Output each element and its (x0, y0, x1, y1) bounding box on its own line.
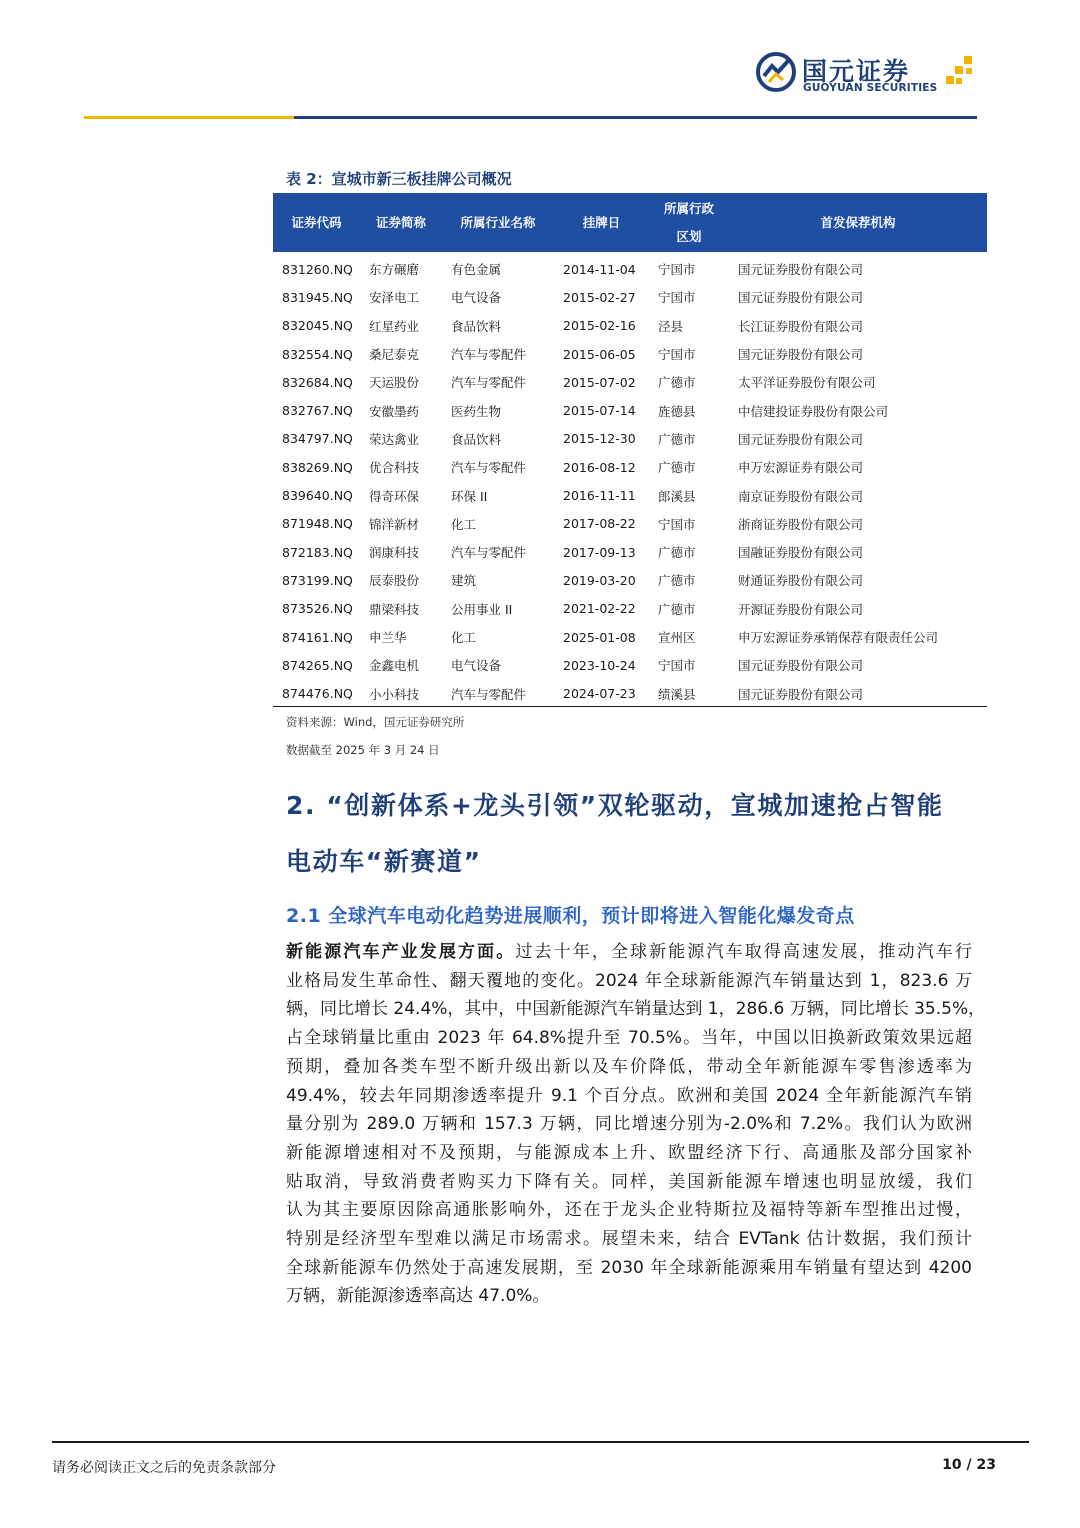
cell-code: 874161.NQ (282, 629, 353, 645)
gold-squares-icon (944, 54, 978, 88)
table-header-row (273, 193, 987, 252)
paragraph-text: 量分别为 289.0 万辆和 157.3 万辆，同比增速分别为-2.0%和 7.2%。我们认为欧洲 (286, 1114, 972, 1135)
table-row (273, 252, 987, 283)
cell-admin: 宣州区 (658, 630, 696, 645)
cell-date: 2017-08-22 (563, 516, 636, 532)
cell-name: 优合科技 (369, 460, 420, 476)
paragraph-text: 辆，同比增长 24.4%，其中，中国新能源汽车销量达到 1，286.6 万辆，同比增长 35.5%， (286, 999, 986, 1020)
paragraph-line (286, 1053, 972, 1082)
guoyuan-logo (756, 48, 981, 98)
cell-industry: 食品饮料 (451, 318, 502, 334)
cell-industry: 医药生物 (451, 403, 502, 419)
cell-sponsor: 太平洋证券股份有限公司 (738, 375, 876, 391)
cell-name: 锦洋新材 (369, 516, 420, 532)
col-header-sponsor: 首发保荐机构 (729, 193, 987, 252)
cell-industry: 电气设备 (451, 290, 502, 306)
cell-admin: 泾县 (658, 318, 684, 334)
cell-date: 2023-10-24 (563, 657, 636, 673)
cell-admin: 广德市 (658, 431, 696, 447)
paragraph-line (286, 1168, 972, 1197)
listed-companies-table (273, 193, 987, 708)
cell-admin: 宁国市 (658, 290, 696, 306)
subsection-heading: 2.1 全球汽车电动化趋势进展顺利，预计即将进入智能化爆发奇点 (286, 905, 855, 927)
cell-code: 871948.NQ (282, 516, 353, 532)
cell-industry: 食品饮料 (451, 431, 502, 447)
paragraph-line (286, 995, 986, 1024)
cell-name: 润康科技 (369, 545, 420, 561)
cell-date: 2025-01-08 (563, 629, 636, 645)
cell-code: 839640.NQ (282, 488, 353, 504)
cell-code: 838269.NQ (282, 459, 353, 475)
col-header-admin (649, 193, 729, 252)
cell-date: 2016-08-12 (563, 459, 636, 475)
cell-admin: 广德市 (658, 460, 696, 476)
paragraph-line (286, 1196, 972, 1225)
cell-sponsor: 中信建投证券股份有限公司 (738, 403, 889, 419)
cell-code: 874476.NQ (282, 686, 353, 702)
table-row (273, 425, 987, 453)
col-header-admin-line2: 区划 (676, 228, 702, 244)
page-number: 10 / 23 (942, 1457, 996, 1473)
cell-code: 873199.NQ (282, 572, 353, 588)
paragraph-text: 万辆，新能源渗透率高达 47.0%。 (286, 1286, 550, 1307)
cell-sponsor: 国元证券股份有限公司 (738, 262, 864, 278)
cell-name: 荣达禽业 (369, 431, 420, 447)
table-row (273, 453, 987, 481)
cell-code: 832684.NQ (282, 374, 353, 390)
cell-date: 2015-07-02 (563, 374, 636, 390)
cell-name: 金鑫电机 (369, 658, 420, 674)
paragraph-line (286, 1082, 972, 1111)
paragraph-line (286, 1024, 972, 1053)
cell-code: 873526.NQ (282, 601, 353, 617)
paragraph-line (286, 1254, 972, 1283)
cell-admin: 广德市 (658, 375, 696, 391)
cell-admin: 广德市 (658, 601, 696, 617)
cell-sponsor: 国元证券股份有限公司 (738, 290, 864, 306)
logo-text-en: GUOYUAN SECURITIES (803, 82, 938, 94)
cell-sponsor: 开源证券股份有限公司 (738, 601, 864, 617)
cell-industry: 汽车与零配件 (451, 686, 527, 702)
paragraph-text: 特别是经济型车型难以满足市场需求。展望未来，结合 EVTank 估计数据，我们预计 (286, 1229, 972, 1250)
paragraph-line (286, 1282, 972, 1311)
col-header-date: 挂牌日 (554, 193, 649, 252)
cell-sponsor: 长江证券股份有限公司 (738, 318, 864, 334)
cell-industry: 电气设备 (451, 658, 502, 674)
cell-date: 2015-07-14 (563, 403, 636, 419)
cell-date: 2015-12-30 (563, 431, 636, 447)
cell-name: 东方碾磨 (369, 262, 420, 278)
cell-sponsor: 国元证券股份有限公司 (738, 431, 864, 447)
table-row (273, 368, 987, 396)
col-header-code: 证券代码 (273, 193, 360, 252)
cell-code: 832554.NQ (282, 346, 353, 362)
cell-name: 桑尼泰克 (369, 347, 420, 363)
paragraph-line (286, 938, 972, 967)
cell-name: 安徽墨药 (369, 403, 420, 419)
cell-code: 872183.NQ (282, 544, 353, 560)
table-row (273, 595, 987, 623)
cell-date: 2019-03-20 (563, 572, 636, 588)
cell-code: 831260.NQ (282, 261, 353, 277)
cell-name: 得奇环保 (369, 488, 420, 504)
paragraph-text: 新能源增速相对不及预期，与能源成本上升、欧盟经济下行、高通胀及部分国家补 (286, 1142, 972, 1163)
cell-industry: 化工 (451, 630, 477, 645)
paragraph-line (286, 967, 972, 996)
disclaimer-note: 请务必阅读正文之后的免责条款部分 (52, 1460, 276, 1476)
paragraph-text: 业格局发生革命性、翻天覆地的变化。2024 年全球新能源汽车销量达到 1，823.6 万 (286, 970, 972, 991)
paragraph-text: 占全球销量比重由 2023 年 64.8%提升至 70.5%。当年，中国以旧换新政策效果远超 (286, 1028, 972, 1049)
paragraph-text: 全球新能源车仍然处于高速发展期，至 2030 年全球新能源乘用车销量有望达到 4200 (286, 1257, 972, 1278)
col-header-admin-line1: 所属行政 (663, 200, 714, 216)
cell-code: 831945.NQ (282, 289, 353, 305)
cell-date: 2015-02-27 (563, 289, 636, 305)
paragraph-text: 49.4%，较去年同期渗透率提升 9.1 个百分点。欧洲和美国 2024 全年新能源汽车销 (286, 1085, 972, 1106)
cell-industry: 汽车与零配件 (451, 460, 527, 476)
table-row (273, 679, 987, 707)
table-row (273, 340, 987, 368)
table-as-of-date: 数据截至 2025 年 3 月 24 日 (286, 743, 440, 757)
cell-admin: 宁国市 (658, 347, 696, 363)
table-row (273, 566, 987, 594)
cell-name: 辰泰股份 (369, 573, 420, 589)
cell-code: 834797.NQ (282, 431, 353, 447)
body-paragraph (286, 938, 986, 1311)
cell-sponsor: 国元证券股份有限公司 (738, 658, 864, 674)
cell-sponsor: 财通证券股份有限公司 (738, 573, 864, 589)
cell-industry: 化工 (451, 516, 477, 532)
table-row (273, 312, 987, 340)
cell-industry: 有色金属 (451, 262, 502, 278)
header-divider (84, 116, 977, 119)
cell-date: 2014-11-04 (563, 261, 636, 277)
cell-code: 832767.NQ (282, 403, 353, 419)
cell-industry: 汽车与零配件 (451, 545, 527, 561)
table-row (273, 481, 987, 509)
cell-sponsor: 国元证券股份有限公司 (738, 686, 864, 702)
paragraph-line (286, 1225, 972, 1254)
guoyuan-emblem-icon (756, 52, 796, 92)
cell-admin: 宁国市 (658, 658, 696, 674)
cell-sponsor: 南京证券股份有限公司 (738, 488, 864, 504)
cell-admin: 旌德县 (658, 403, 696, 419)
cell-code: 832045.NQ (282, 318, 353, 334)
cell-admin: 宁国市 (658, 262, 696, 278)
cell-date: 2015-02-16 (563, 318, 636, 334)
cell-sponsor: 申万宏源证券有限公司 (738, 460, 864, 476)
cell-admin: 宁国市 (658, 516, 696, 532)
cell-admin: 广德市 (658, 545, 696, 561)
paragraph-text: 预期，叠加各类车型不断升级出新以及车价降低，带动全年新能源车零售渗透率为 (286, 1056, 972, 1077)
cell-name: 鼎梁科技 (369, 601, 420, 617)
table-row (273, 538, 987, 566)
table-bottom-rule (273, 706, 987, 707)
cell-date: 2024-07-23 (563, 686, 636, 702)
paragraph-line (286, 1139, 972, 1168)
paragraph-lead: 新能源汽车产业发展方面。 (286, 942, 516, 962)
cell-sponsor: 浙商证券股份有限公司 (738, 516, 864, 532)
table-row (273, 651, 987, 679)
cell-name: 天运股份 (369, 375, 420, 391)
col-header-name: 证券简称 (360, 193, 442, 252)
cell-name: 小小科技 (369, 686, 420, 702)
cell-name: 红星药业 (369, 318, 420, 334)
section-heading-line2: 电动车“新赛道” (286, 847, 482, 876)
cell-date: 2015-06-05 (563, 346, 636, 362)
cell-admin: 广德市 (658, 573, 696, 589)
cell-admin: 郎溪县 (658, 488, 696, 504)
paragraph-text: 贴取消，导致消费者购买力下降有关。同样，美国新能源车增速也明显放缓，我们 (286, 1171, 972, 1192)
cell-code: 874265.NQ (282, 657, 353, 673)
cell-admin: 绩溪县 (658, 686, 696, 702)
cell-industry: 汽车与零配件 (451, 375, 527, 391)
cell-sponsor: 国元证券股份有限公司 (738, 347, 864, 363)
table-row (273, 510, 987, 538)
paragraph-text: 过去十年，全球新能源汽车取得高速发展，推动汽车行 (515, 942, 973, 962)
section-heading-line1: 2. “创新体系+龙头引领”双轮驱动，宣城加速抢占智能 (286, 791, 944, 820)
cell-industry: 环保 II (451, 488, 488, 504)
paragraph-line (286, 1110, 972, 1139)
table-row (273, 623, 987, 651)
cell-date: 2017-09-13 (563, 544, 636, 560)
table-row (273, 396, 987, 424)
logo-text-cn: 国元证券 (802, 57, 911, 86)
cell-sponsor: 申万宏源证券承销保荐有限责任公司 (738, 630, 939, 645)
cell-industry: 汽车与零配件 (451, 347, 527, 363)
paragraph-text: 认为其主要原因除高通胀影响外，还在于龙头企业特斯拉及福特等新车型推出过慢， (286, 1200, 972, 1221)
cell-date: 2016-11-11 (563, 488, 636, 504)
cell-industry: 建筑 (451, 573, 477, 589)
footer-divider (52, 1441, 1029, 1443)
cell-name: 申兰华 (369, 630, 407, 645)
cell-sponsor: 国融证券股份有限公司 (738, 545, 864, 561)
table-caption: 表 2：宣城市新三板挂牌公司概况 (286, 170, 512, 188)
table-row (273, 283, 987, 311)
cell-name: 安泽电工 (369, 290, 420, 306)
cell-date: 2021-02-22 (563, 601, 636, 617)
table-source: 资料来源：Wind，国元证券研究所 (286, 715, 465, 729)
col-header-industry: 所属行业名称 (442, 193, 554, 252)
cell-industry: 公用事业 II (451, 601, 513, 617)
